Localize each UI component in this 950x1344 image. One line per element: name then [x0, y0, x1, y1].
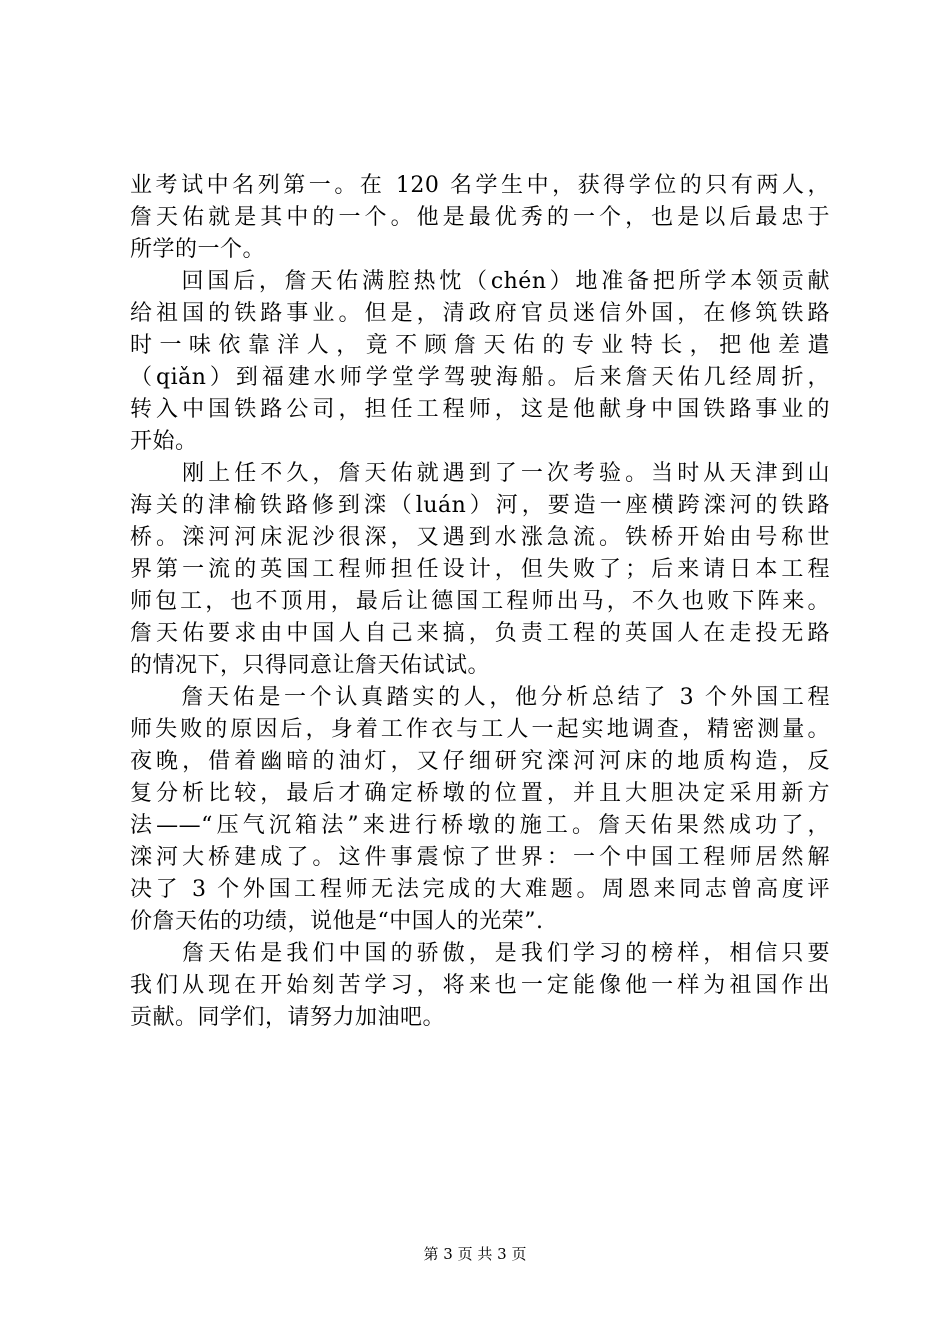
text-line: 师失败的原因后，身着工作衣与工人一起实地调查，精密测量。: [130, 717, 830, 742]
text-line: 复分析比较，最后才确定桥墩的位置，并且大胆决定采用新方: [130, 781, 830, 806]
text-line: 回国后，詹天佑满腔热忱（chén）地准备把所学本领贡献: [130, 269, 830, 294]
text-line: 的情况下，只得同意让詹天佑试试。: [130, 653, 491, 678]
text-line: 我们从现在开始刻苦学习，将来也一定能像他一样为祖国作出: [130, 973, 830, 998]
text-line: 贡献。同学们，请努力加油吧。: [130, 1005, 446, 1030]
text-line: 詹天佑是一个认真踏实的人，他分析总结了 3 个外国工程: [130, 685, 830, 710]
article-body: [130, 170, 830, 1034]
text-line: 夜晚，借着幽暗的油灯，又仔细研究滦河河床的地质构造，反: [130, 749, 830, 774]
text-line: 詹天佑就是其中的一个。他是最优秀的一个，也是以后最忠于: [130, 205, 830, 230]
text-line: 桥。滦河河床泥沙很深，又遇到水涨急流。铁桥开始由号称世: [130, 525, 830, 550]
text-line: 詹天佑要求由中国人自己来搞，负责工程的英国人在走投无路: [130, 621, 830, 646]
text-line: 所学的一个。: [130, 237, 266, 262]
text-line: 界第一流的英国工程师担任设计，但失败了；后来请日本工程: [130, 557, 830, 582]
text-line: 詹天佑是我们中国的骄傲，是我们学习的榜样，相信只要: [130, 941, 830, 966]
text-line: 师包工，也不顶用，最后让德国工程师出马，不久也败下阵来。: [130, 589, 830, 614]
text-line: 决了 3 个外国工程师无法完成的大难题。周恩来同志曾高度评: [130, 877, 830, 902]
text-line: （qiǎn）到福建水师学堂学驾驶海船。后来詹天佑几经周折，: [130, 365, 830, 390]
text-line: 滦河大桥建成了。这件事震惊了世界：一个中国工程师居然解: [130, 845, 830, 870]
page-number-footer: 第 3 页 共 3 页: [423, 1245, 527, 1263]
text-line: 开始。: [130, 429, 198, 454]
text-line: 时一味依靠洋人，竟不顾詹天佑的专业特长，把他差遣: [130, 333, 830, 358]
text-line: 给祖国的铁路事业。但是，清政府官员迷信外国，在修筑铁路: [130, 301, 830, 326]
text-line: 价詹天佑的功绩，说他是“中国人的光荣”.: [130, 909, 544, 934]
text-line: 业考试中名列第一。在 120 名学生中，获得学位的只有两人，: [130, 173, 830, 198]
text-line: 转入中国铁路公司，担任工程师，这是他献身中国铁路事业的: [130, 397, 830, 422]
text-line: 刚上任不久，詹天佑就遇到了一次考验。当时从天津到山: [130, 461, 830, 486]
text-line: 海关的津榆铁路修到滦（luán）河，要造一座横跨滦河的铁路: [130, 493, 830, 518]
text-line: 法——“压气沉箱法”来进行桥墩的施工。詹天佑果然成功了，: [130, 813, 830, 838]
